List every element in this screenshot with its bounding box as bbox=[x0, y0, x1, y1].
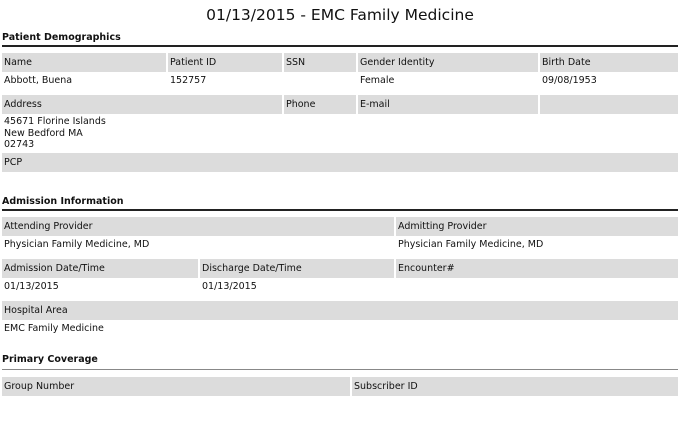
address-value bbox=[2, 116, 284, 152]
demographics-value-row bbox=[2, 71, 678, 90]
hospital-area-header-row bbox=[2, 301, 678, 320]
section-divider bbox=[2, 45, 678, 47]
address-line-1: 45671 Florine Islands bbox=[4, 116, 106, 127]
encounter-value bbox=[396, 277, 678, 296]
section-primary-coverage: Primary Coverage bbox=[2, 354, 98, 365]
gender-label: Gender Identity bbox=[358, 53, 540, 72]
section-admission-information: Admission Information bbox=[2, 196, 124, 207]
attending-provider: Physician Family Medicine, MD bbox=[4, 239, 150, 250]
subscriber-id-label: Subscriber ID bbox=[354, 381, 418, 392]
email-label: E-mail bbox=[358, 95, 540, 114]
address-line-3: 02743 bbox=[4, 139, 35, 150]
patient-name: Abbott, Buena bbox=[4, 75, 73, 86]
provider-header-row bbox=[2, 217, 678, 236]
coverage-header-row bbox=[2, 377, 678, 396]
discharge-datetime-label: Discharge Date/Time bbox=[200, 259, 396, 278]
ssn-label: SSN bbox=[284, 53, 358, 72]
hospital-area-label: Hospital Area bbox=[4, 305, 68, 316]
admitting-provider-label: Admitting Provider bbox=[398, 221, 487, 232]
birth-date: 09/08/1953 bbox=[542, 75, 597, 86]
hospital-area: EMC Family Medicine bbox=[4, 323, 104, 334]
birth-date-label: Birth Date bbox=[542, 57, 591, 68]
section-divider bbox=[2, 369, 678, 370]
admission-datetime-label: Admission Date/Time bbox=[2, 259, 200, 278]
patient-id: 152757 bbox=[170, 75, 207, 86]
dates-value-row bbox=[2, 277, 678, 296]
address-label: Address bbox=[2, 95, 284, 114]
pcp-label: PCP bbox=[4, 157, 23, 168]
discharge-datetime: 01/13/2015 bbox=[202, 281, 257, 292]
provider-value-row bbox=[2, 235, 678, 254]
address-line-2: New Bedford MA bbox=[4, 127, 83, 139]
group-number-label: Group Number bbox=[2, 377, 352, 396]
admission-datetime: 01/13/2015 bbox=[4, 281, 59, 292]
contact-header-row bbox=[2, 95, 678, 114]
encounter-label: Encounter# bbox=[398, 263, 455, 274]
email-value bbox=[358, 116, 540, 135]
section-divider bbox=[2, 209, 678, 211]
admitting-provider: Physician Family Medicine, MD bbox=[398, 239, 544, 250]
ssn-value bbox=[284, 71, 358, 90]
section-patient-demographics: Patient Demographics bbox=[2, 32, 121, 43]
demographics-header-row bbox=[2, 53, 678, 72]
contact-value-row bbox=[2, 116, 678, 152]
attending-provider-label: Attending Provider bbox=[2, 217, 396, 236]
empty-header-cell bbox=[540, 95, 678, 114]
pcp-header-row bbox=[2, 153, 678, 172]
patient-id-label: Patient ID bbox=[168, 53, 284, 72]
phone-value bbox=[284, 116, 358, 135]
hospital-area-value-row bbox=[2, 319, 678, 338]
name-label: Name bbox=[2, 53, 168, 72]
phone-label: Phone bbox=[284, 95, 358, 114]
document-title: 01/13/2015 - EMC Family Medicine bbox=[206, 6, 474, 24]
dates-header-row bbox=[2, 259, 678, 278]
gender-value: Female bbox=[360, 75, 395, 86]
